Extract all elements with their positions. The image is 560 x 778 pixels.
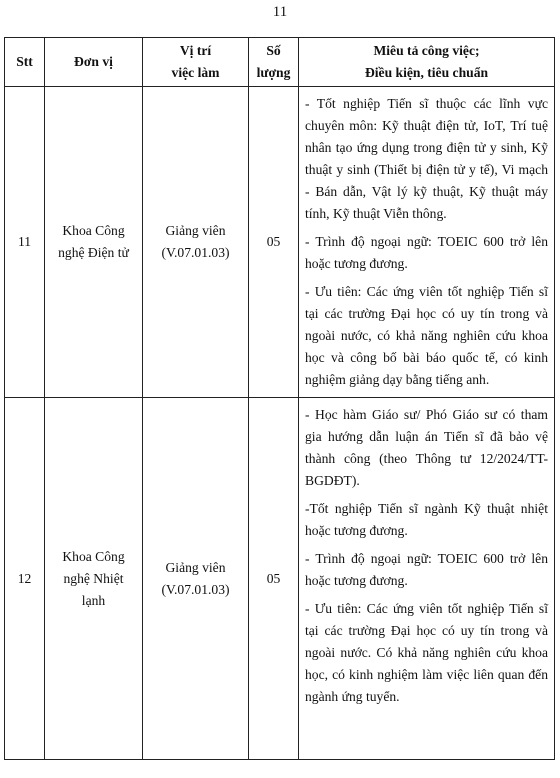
table-row: [5, 87, 555, 398]
recruitment-table: [4, 37, 555, 760]
row-unit: Khoa Công nghệ Nhiệt lạnh: [45, 398, 143, 760]
table-row: [5, 398, 555, 760]
row-position: Giảng viên (V.07.01.03): [143, 398, 249, 760]
requirement-item: - Trình độ ngoại ngữ: TOEIC 600 trở lên hoặc tương đương.: [305, 551, 548, 588]
requirement-item: - Ưu tiên: Các ứng viên tốt nghiệp Tiến sĩ tại các trường Đại học có uy tín trong và ngoài nước. Có khả năng nghiên cứu khoa học, có kinh nghiệm làm việc liên quan đến ngành ứng tuyển.: [305, 601, 548, 704]
row-quantity: 05: [249, 87, 299, 398]
row-requirements: [299, 398, 555, 760]
header-description: Miêu tả công việc; Điều kiện, tiêu chuẩn: [299, 38, 555, 87]
header-quantity: Số lượng: [249, 38, 299, 87]
requirement-item: - Học hàm Giáo sư/ Phó Giáo sư có tham gia hướng dẫn luận án Tiến sĩ đã bảo vệ thành công (theo Thông tư 12/2024/TT-BGDĐT).: [305, 407, 548, 488]
header-stt: Stt: [5, 38, 45, 87]
page-number: 11: [272, 4, 288, 20]
table-header-row: [5, 38, 555, 87]
requirement-item: -Tốt nghiệp Tiến sĩ ngành Kỹ thuật nhiệt hoặc tương đương.: [305, 501, 548, 538]
row-unit: Khoa Công nghệ Điện tử: [45, 87, 143, 398]
row-requirements: [299, 87, 555, 398]
row-stt: 12: [5, 398, 45, 760]
requirement-item: - Ưu tiên: Các ứng viên tốt nghiệp Tiến sĩ tại các trường Đại học có uy tín trong và ngoài nước, có khả năng nghiên cứu khoa học và công bố bài báo quốc tế, có kinh nghiệm giảng dạy bằng tiếng anh.: [305, 284, 548, 387]
header-unit: Đơn vị: [45, 38, 143, 87]
row-stt: 11: [5, 87, 45, 398]
row-quantity: 05: [249, 398, 299, 760]
requirement-item: - Tốt nghiệp Tiến sĩ thuộc các lĩnh vực chuyên môn: Kỹ thuật điện tử, IoT, Trí tuệ nhân tạo ứng dụng trong điện tử y sinh, Kỹ thuật y sinh (Thiết bị điện tử y tế), Vi mạch - Bán dẫn, Vật lý kỹ thuật, Kỹ thuật máy tính, Kỹ thuật Viễn thông.: [305, 96, 548, 221]
row-position: Giảng viên (V.07.01.03): [143, 87, 249, 398]
header-position: Vị trí việc làm: [143, 38, 249, 87]
requirement-item: - Trình độ ngoại ngữ: TOEIC 600 trở lên hoặc tương đương.: [305, 234, 548, 271]
